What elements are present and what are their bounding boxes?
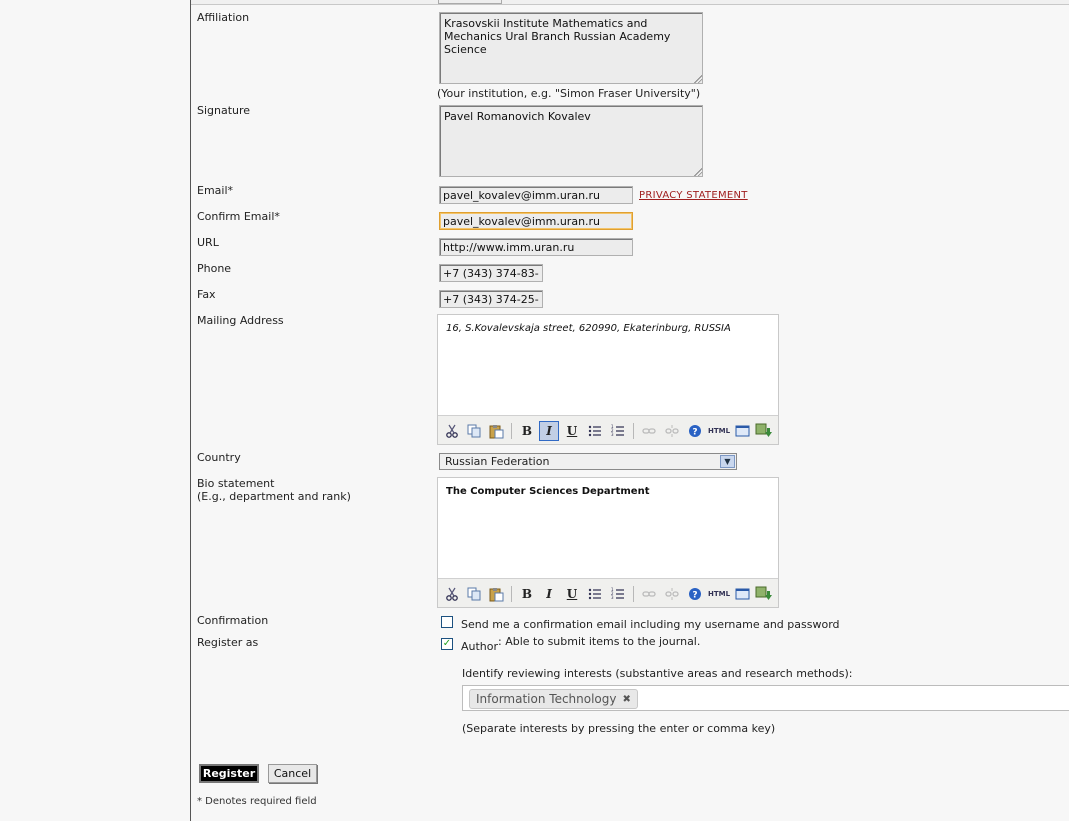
register-as-label: Register as xyxy=(197,636,259,649)
signature-label: Signature xyxy=(197,104,251,117)
underline-button[interactable]: U xyxy=(566,587,578,601)
left-sidebar xyxy=(0,0,191,821)
link-icon[interactable] xyxy=(639,584,659,604)
affiliation-textarea[interactable]: Krasovskii Institute Mathematics and Mechanics Ural Branch Russian Academy Science xyxy=(439,12,703,84)
author-checkbox[interactable]: ✓ xyxy=(442,638,452,649)
required-field-note: * Denotes required field xyxy=(197,796,317,807)
fullscreen-icon[interactable] xyxy=(732,421,752,441)
signature-textarea[interactable]: Pavel Romanovich Kovalev xyxy=(439,105,703,177)
editor-toolbar xyxy=(438,578,778,607)
html-source-button[interactable]: HTML xyxy=(707,590,731,598)
confirmation-checkbox[interactable] xyxy=(441,616,453,628)
author-description: : Able to submit items to the journal. xyxy=(498,635,701,648)
bold-button[interactable]: B xyxy=(521,587,533,601)
bio-sublabel: (E.g., department and rank) xyxy=(197,490,351,503)
toolbar-separator xyxy=(511,423,512,439)
svg-text:2: 2 xyxy=(611,591,614,596)
confirmation-text: Send me a confirmation email including my username and password xyxy=(461,618,840,631)
svg-text:?: ? xyxy=(692,590,698,601)
cut-icon[interactable] xyxy=(442,584,462,604)
interest-tag xyxy=(469,689,638,709)
svg-text:2: 2 xyxy=(611,428,614,433)
unlink-icon[interactable] xyxy=(662,421,682,441)
help-icon[interactable] xyxy=(685,584,705,604)
confirm-email-label: Confirm Email* xyxy=(197,210,280,223)
svg-text:1: 1 xyxy=(611,587,614,592)
chevron-down-icon[interactable]: ▼ xyxy=(720,455,735,468)
underline-button[interactable]: U xyxy=(566,424,578,438)
svg-text:?: ? xyxy=(692,427,698,438)
mailing-address-label: Mailing Address xyxy=(197,314,284,327)
email-label: Email* xyxy=(197,184,234,197)
bullet-list-icon[interactable] xyxy=(585,421,605,441)
italic-button[interactable]: I xyxy=(546,587,552,601)
register-button[interactable]: Register xyxy=(199,764,259,783)
copy-icon[interactable] xyxy=(464,421,484,441)
bold-button[interactable]: B xyxy=(521,424,533,438)
confirmation-label: Confirmation xyxy=(197,614,269,627)
toolbar-separator xyxy=(511,586,512,602)
html-source-button[interactable]: HTML xyxy=(707,427,731,435)
toolbar-separator xyxy=(633,586,634,602)
previous-field-edge xyxy=(438,0,502,4)
editor-toolbar xyxy=(438,415,778,444)
italic-button[interactable]: I xyxy=(539,421,559,441)
country-selected-value: Russian Federation xyxy=(445,455,550,468)
help-icon[interactable] xyxy=(685,421,705,441)
bullet-list-icon[interactable] xyxy=(585,584,605,604)
resize-grip-icon[interactable] xyxy=(694,168,702,176)
numbered-list-icon[interactable] xyxy=(608,421,628,441)
image-upload-icon[interactable] xyxy=(754,584,774,604)
country-label: Country xyxy=(197,451,241,464)
copy-icon[interactable] xyxy=(464,584,484,604)
fullscreen-icon[interactable] xyxy=(732,584,752,604)
affiliation-label: Affiliation xyxy=(197,11,250,24)
country-select[interactable] xyxy=(439,453,737,470)
interests-input[interactable] xyxy=(462,685,1069,711)
url-label: URL xyxy=(197,236,219,249)
bio-content[interactable]: The Computer Sciences Department xyxy=(446,486,650,497)
author-label: Author xyxy=(461,640,499,653)
phone-field[interactable]: +7 (343) 374-83- xyxy=(439,264,543,282)
bio-label: Bio statement xyxy=(197,477,275,490)
cut-icon[interactable] xyxy=(442,421,462,441)
fax-field[interactable]: +7 (343) 374-25- xyxy=(439,290,543,308)
mailing-address-editor[interactable] xyxy=(437,314,779,445)
phone-label: Phone xyxy=(197,262,232,275)
svg-text:1: 1 xyxy=(611,424,614,429)
svg-text:3: 3 xyxy=(611,432,614,437)
mailing-address-content[interactable]: 16, S.Kovalevskaja street, 620990, Ekaterinburg, RUSSIA xyxy=(446,323,731,334)
interests-hint: (Separate interests by pressing the enter or comma key) xyxy=(462,722,776,735)
paste-icon[interactable] xyxy=(486,421,506,441)
link-icon[interactable] xyxy=(639,421,659,441)
image-upload-icon[interactable] xyxy=(754,421,774,441)
unlink-icon[interactable] xyxy=(662,584,682,604)
svg-text:3: 3 xyxy=(611,595,614,600)
url-field[interactable]: http://www.imm.uran.ru xyxy=(439,238,633,256)
interests-prompt: Identify reviewing interests (substantive areas and research methods): xyxy=(462,667,853,680)
resize-grip-icon[interactable] xyxy=(694,75,702,83)
bio-editor[interactable] xyxy=(437,477,779,608)
cancel-button[interactable]: Cancel xyxy=(268,764,317,783)
toolbar-separator xyxy=(633,423,634,439)
fax-label: Fax xyxy=(197,288,216,301)
paste-icon[interactable] xyxy=(486,584,506,604)
privacy-statement-link[interactable]: PRIVACY STATEMENT xyxy=(639,190,748,201)
affiliation-hint: (Your institution, e.g. "Simon Fraser University") xyxy=(437,87,701,100)
interest-tag-label: Information Technology xyxy=(476,692,617,706)
numbered-list-icon[interactable] xyxy=(608,584,628,604)
close-icon[interactable]: ✖ xyxy=(622,693,631,705)
confirm-email-field[interactable]: pavel_kovalev@imm.uran.ru xyxy=(439,212,633,230)
email-field[interactable]: pavel_kovalev@imm.uran.ru xyxy=(439,186,633,204)
